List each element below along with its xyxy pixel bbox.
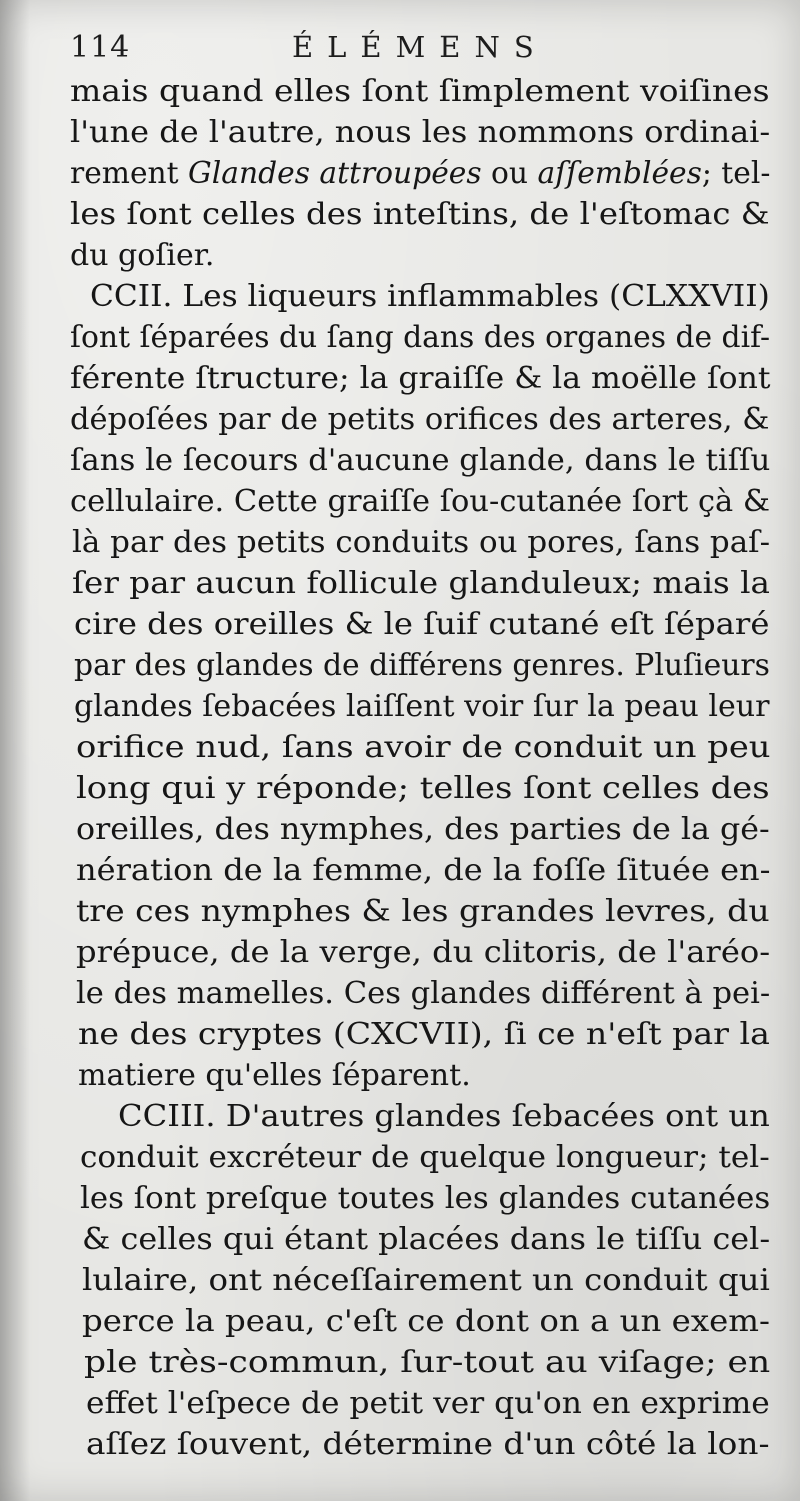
text-line: le des mamelles. Ces glandes différent à pei- [76,976,771,1011]
text-line: là par des petits conduits ou pores, ſans paſ- [72,525,771,560]
text-line: conduit excréteur de quelque longueur; tel- [80,1140,770,1175]
text-line: aſſez ſouvent, détermine d'un côté la lon- [86,1427,770,1462]
text-segment: rement [70,156,189,191]
text-line: dépoſées par de petits orifices des arteres, & [70,402,770,437]
text-line: orifice nud, ſans avoir de conduit un peu [76,730,771,765]
italic-term: aſſemblées [537,156,702,191]
running-title: ÉLÉMENS [292,30,548,64]
text-line: ſans le ſecours d'aucune glande, dans le tiſſu [70,443,771,478]
text-line: tre ces nymphes & les grandes levres, du [76,894,770,929]
text-line [70,154,770,194]
text-segment: ; tel- [701,156,771,191]
text-line: ſer par aucun follicule glanduleux; mais la [72,566,770,601]
text-line: prépuce, de la verge, du clitoris, de l'aréo- [76,935,771,970]
text-line: effet l'eſpece de petit ver qu'on en exprime [86,1386,770,1421]
text-line: long qui y réponde; telles ſont celles des [76,771,770,806]
text-line: glandes ſebacées laiſſent voir ſur la peau leur [74,689,770,724]
text-line: du goſier. [70,238,215,273]
text-line: ſont ſéparées du ſang dans des organes de dif- [70,320,771,355]
section-start-line: CCIII. D'autres glandes ſebacées ont un [118,1099,770,1134]
text-line: cellulaire. Cette graiſſe ſou-cutanée ſort çà & [70,484,771,519]
section-start-line: CCII. Les liqueurs inflammables (CLXXVII) [90,279,770,314]
text-line: nération de la femme, de la foſſe ſituée en- [76,853,771,888]
text-line: férente ſtructure; la graiſſe & la moëlle ſont [70,361,771,396]
text-line: mais quand elles ſont ſimplement voiſines [70,74,770,109]
text-line: matiere qu'elles ſéparent. [78,1058,471,1093]
text-line: l'une de l'autre, nous les nommons ordinai- [70,115,771,150]
text-line: les ſont preſque toutes les glandes cutanées [80,1181,771,1216]
text-line: perce la peau, c'eſt ce dont on a un exem- [82,1304,770,1339]
text-line: & celles qui étant placées dans le tiſſu cel- [82,1222,771,1257]
italic-term: Glandes attroupées [188,156,482,191]
page-number: 114 [70,30,131,65]
text-line: lulaire, ont néceſſairement un conduit qui [82,1263,770,1298]
text-line: oreilles, des nymphes, des parties de la gé- [76,812,770,847]
text-line: par des glandes de différens genres. Pluſieurs [74,648,770,683]
text-line: cire des oreilles & le ſuif cutané eſt ſéparé [74,607,770,642]
text-line: ne des cryptes (CXCVII), ſi ce n'eſt par la [78,1017,770,1052]
text-segment: ou [481,156,538,191]
text-line: les ſont celles des inteſtins, de l'eſtomac & [70,197,770,232]
text-line: ple très-commun, ſur-tout au viſage; en [84,1345,771,1380]
